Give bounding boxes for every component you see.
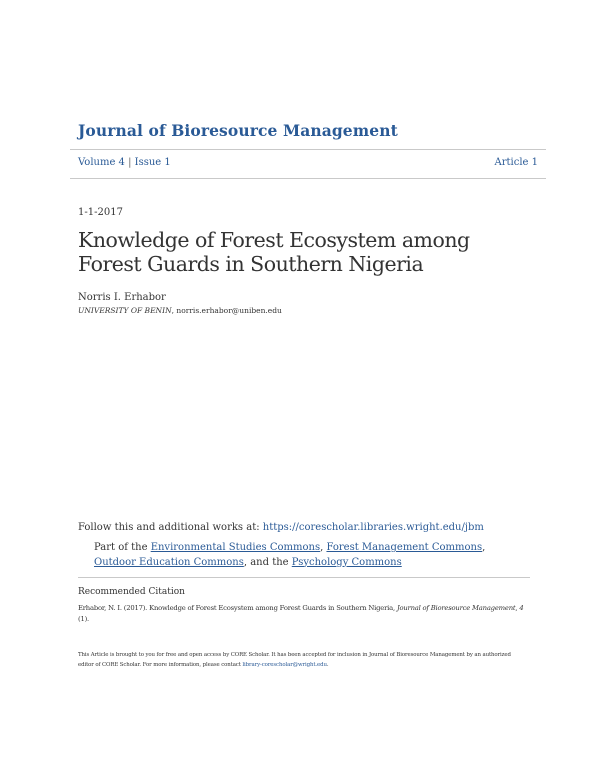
citation-divider: [78, 577, 530, 578]
part-of-disciplines: [94, 541, 494, 570]
citation-heading: Recommended Citation: [78, 587, 185, 597]
issue-link[interactable]: Issue 1: [134, 157, 171, 168]
author-affiliation: [78, 306, 282, 315]
author-email: , norris.erhabor@uniben.edu: [171, 306, 282, 315]
notice-end: .: [326, 662, 329, 668]
psychology-link[interactable]: Psychology Commons: [291, 556, 402, 568]
publication-date: 1-1-2017: [78, 207, 123, 218]
contact-email-link[interactable]: library-corescholar@wright.edu: [242, 662, 327, 668]
forest-management-link[interactable]: Forest Management Commons: [326, 542, 483, 553]
repository-link[interactable]: https://corescholar.libraries.wright.edu/jbm: [262, 522, 484, 533]
part-of-separator: ,: [320, 542, 327, 553]
article-title: Knowledge of Forest Ecosystem among Forest Guards in Southern Nigeria: [78, 228, 470, 276]
environmental-studies-link[interactable]: Environmental Studies Commons: [150, 542, 321, 553]
follow-line: [78, 522, 484, 533]
notice-text: This Article is brought to you for free and open access by CORE Scholar. It has been accepted for inclusion in Journal of Bioresource Management by an authorized editor of CORE Scholar. For more information, please contact: [78, 652, 511, 668]
article-number-link[interactable]: Article 1: [494, 157, 538, 168]
top-divider: [70, 149, 546, 150]
outdoor-education-link[interactable]: Outdoor Education Commons: [94, 556, 244, 568]
citation-issue: (1).: [78, 615, 89, 623]
journal-title[interactable]: Journal of Bioresource Management: [78, 121, 398, 140]
follow-label: Follow this and additional works at:: [78, 522, 263, 533]
citation-journal: Journal of Bioresource Management, 4: [396, 604, 524, 612]
author-name: Norris I. Erhabor: [78, 292, 166, 303]
affiliation-name: UNIVERSITY OF BENIN: [78, 306, 172, 315]
access-notice: [78, 650, 528, 670]
part-of-separator: , and the: [243, 556, 292, 568]
issue-divider: [70, 178, 546, 179]
citation-body: Erhabor, N. I. (2017). Knowledge of Forest Ecosystem among Forest Guards in Southern Nigeria,: [78, 604, 397, 612]
part-of-separator: ,: [482, 542, 486, 553]
part-of-prefix: Part of the: [94, 542, 151, 553]
volume-link[interactable]: Volume 4: [78, 157, 125, 168]
issue-separator: |: [128, 157, 132, 168]
citation-text: [78, 603, 528, 625]
